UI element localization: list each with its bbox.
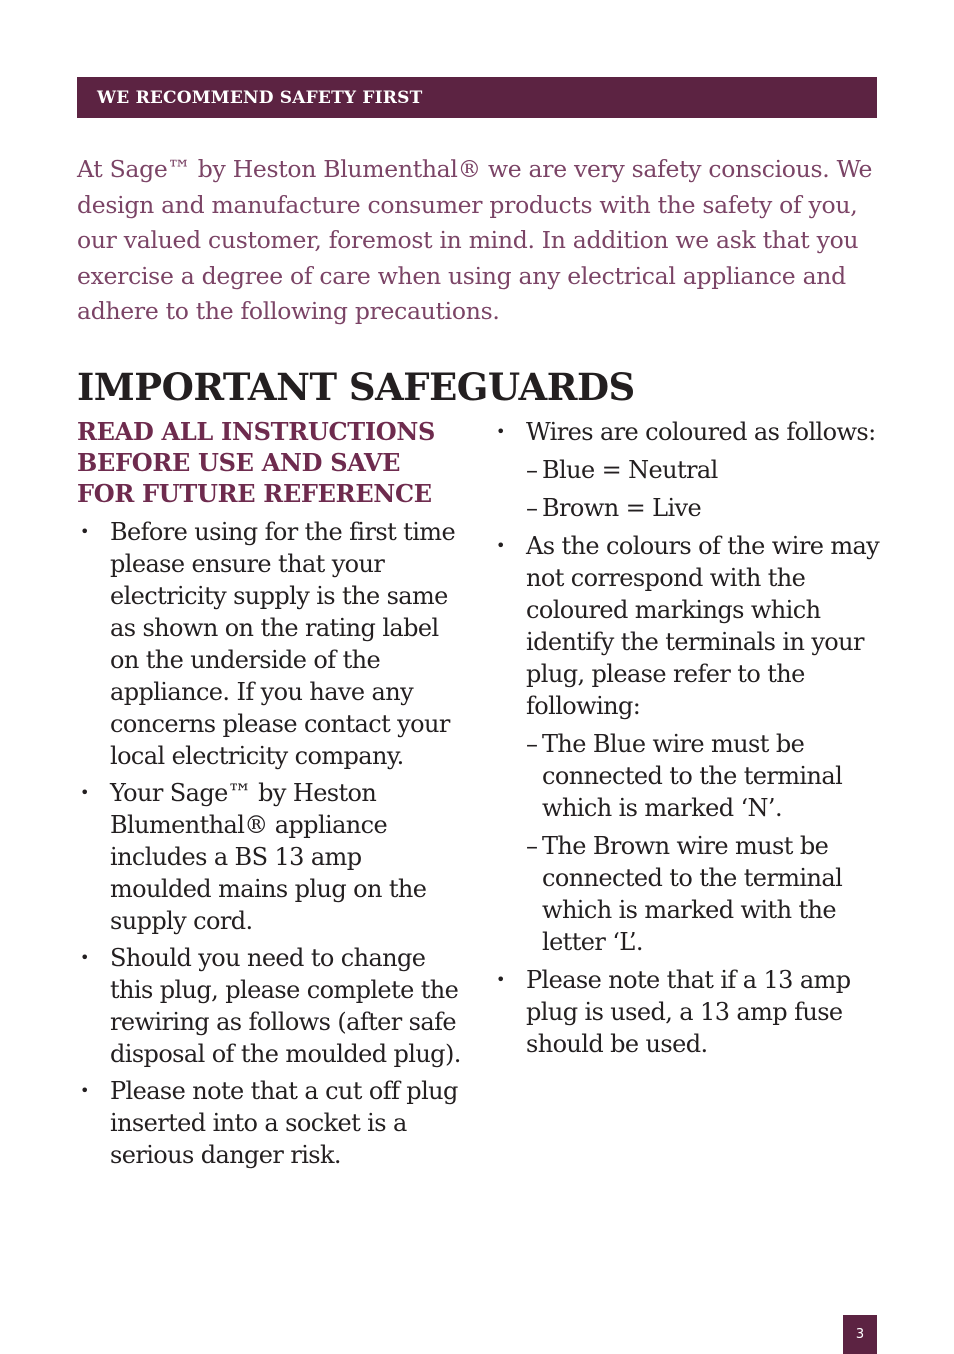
intro-paragraph: At Sage™ by Heston Blumenthal® we are very safety conscious. We design and manufacture consumer products with the safety of you, our valued customer, foremost in mind. In addition we ask that you exercise a degree of care when using any electrical appliance and adhere to the following precautions. [77, 155, 873, 325]
bullet-icon: • [80, 783, 89, 802]
list-item [77, 777, 467, 937]
dash-icon: – [526, 494, 538, 522]
instructions-subheading [77, 416, 467, 509]
list-item-text: Please note that a cut off plug inserted into a socket is a serious danger risk. [110, 1077, 458, 1169]
list-item-text: Before using for the first time please ensure that your electricity supply is the same as shown on the rating label on the underside of the appliance. If you have any concerns please contact your local electricity company. [110, 518, 456, 770]
list-item-text: Please note that if a 13 amp plug is used, a 13 amp fuse should be used. [526, 966, 851, 1058]
list-item [493, 530, 893, 958]
page-title: IMPORTANT SAFEGUARDS [77, 365, 635, 409]
sub-list-item [526, 728, 893, 824]
right-column [493, 416, 893, 1065]
left-column [77, 416, 467, 1176]
list-item-text: Your Sage™ by Heston Blumenthal® appliance includes a BS 13 amp moulded mains plug on the supply cord. [110, 779, 427, 935]
right-bullet-list [493, 416, 893, 1060]
subheading-line-2: BEFORE USE AND SAVE [77, 448, 401, 477]
list-item-text: Should you need to change this plug, please complete the rewiring as follows (after safe disposal of the moulded plug). [110, 944, 461, 1068]
left-bullet-list [77, 516, 467, 1171]
bullet-icon: • [496, 422, 505, 441]
bullet-icon: • [496, 536, 505, 555]
subheading-line-1: READ ALL INSTRUCTIONS [77, 417, 436, 446]
bullet-icon: • [80, 948, 89, 967]
sub-list-item-text: Brown = Live [542, 494, 702, 522]
list-item [77, 942, 467, 1070]
sub-list-item [526, 492, 893, 524]
list-item [77, 1075, 467, 1171]
list-item-text: As the colours of the wire may not correspond with the coloured markings which identify the terminals in your plug, please refer to the following: [526, 532, 880, 720]
subheading-line-3: FOR FUTURE REFERENCE [77, 479, 432, 508]
list-item [493, 416, 893, 524]
banner-title: WE RECOMMEND SAFETY FIRST [97, 87, 423, 108]
bullet-icon: • [80, 1081, 89, 1100]
sub-list-item-text: Blue = Neutral [542, 456, 718, 484]
sub-list-item-text: The Brown wire must be connected to the terminal which is marked with the letter ‘L’. [542, 832, 843, 956]
sub-list-item [526, 454, 893, 486]
list-item-text: Wires are coloured as follows: [526, 418, 876, 446]
page-number: 3 [843, 1315, 877, 1354]
dash-icon: – [526, 832, 538, 860]
sub-list-item [526, 830, 893, 958]
list-item [493, 964, 893, 1060]
list-item [77, 516, 467, 772]
section-banner [77, 77, 877, 118]
sub-list-item-text: The Blue wire must be connected to the terminal which is marked ‘N’. [542, 730, 843, 822]
bullet-icon: • [80, 522, 89, 541]
bullet-icon: • [496, 970, 505, 989]
dash-icon: – [526, 456, 538, 484]
dash-icon: – [526, 730, 538, 758]
